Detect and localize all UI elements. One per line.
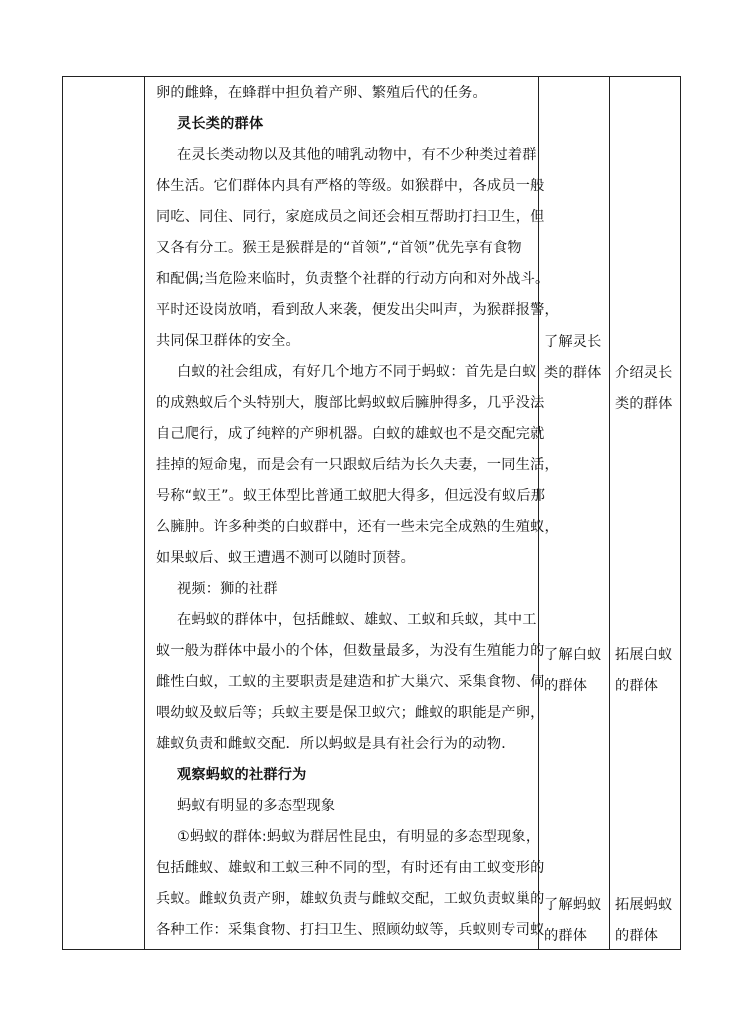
content-line: 兵蚁。雌蚁负责产卵，雄蚁负责与雌蚁交配，工蚁负责蚁巢的 (156, 891, 545, 907)
design-intent-line: 拓展白蚁 (615, 647, 673, 663)
student-activity-line: 了解白蚁 (544, 647, 602, 663)
student-activity-line: 类的群体 (544, 365, 602, 381)
content-line: 挂掉的短命鬼，而是会有一只跟蚁后结为长久夫妻，一同生活， (156, 457, 559, 473)
content-line: 体生活。它们群体内具有严格的等级。如猴群中，各成员一般 (156, 178, 545, 194)
student-activity-line: 了解蚂蚁 (544, 897, 602, 913)
content-line: 自己爬行，成了纯粹的产卵机器。白蚁的雄蚁也不是交配完就 (156, 426, 545, 442)
content-line: 蚂蚁有明显的多态型现象 (177, 798, 336, 814)
content-line: 的成熟蚁后个头特别大，腹部比蚂蚁蚁后臃肿得多，几乎没法 (156, 395, 545, 411)
content-line: 在灵长类动物以及其他的哺乳动物中，有不少种类过着群 (177, 147, 537, 163)
student-activity-line: 了解灵长 (544, 334, 602, 350)
column-divider (609, 77, 610, 949)
content-line: 平时还设岗放哨，看到敌人来袭，便发出尖叫声，为猴群报警， (156, 302, 559, 318)
content-line: 蚁一般为群体中最小的个体，但数量最多，为没有生殖能力的 (156, 643, 545, 659)
design-intent-line: 的群体 (615, 678, 659, 694)
design-intent-line: 类的群体 (615, 396, 673, 412)
content-line: 么臃肿。许多种类的白蚁群中，还有一些未完全成熟的生殖蚁， (156, 519, 559, 535)
content-line: 共同保卫群体的安全。 (156, 333, 300, 349)
content-line: 雄蚁负责和雌蚁交配．所以蚂蚁是具有社会行为的动物． (156, 736, 516, 752)
content-line: 同吃、同住、同行，家庭成员之间还会相互帮助打扫卫生，但 (156, 209, 545, 225)
content-line: 各种工作：采集食物、打扫卫生、照顾幼蚁等，兵蚁则专司蚁 (156, 922, 545, 938)
content-line: 和配偶;当危险来临时，负责整个社群的行动方向和对外战斗。 (156, 271, 550, 287)
content-line: 卵的雌蜂，在蜂群中担负着产卵、繁殖后代的任务。 (156, 85, 487, 101)
design-intent-line: 拓展蚂蚁 (615, 897, 673, 913)
content-line: 如果蚁后、蚁王遭遇不测可以随时顶替。 (156, 550, 415, 566)
content-line: 喂幼蚁及蚁后等；兵蚁主要是保卫蚁穴；雌蚁的职能是产卵， (156, 705, 545, 721)
content-line: 白蚁的社会组成，有好几个地方不同于蚂蚁：首先是白蚁 (177, 364, 537, 380)
lesson-table (62, 76, 681, 950)
student-activity-line: 的群体 (544, 928, 588, 944)
design-intent-line: 介绍灵长 (615, 365, 673, 381)
teaching-content (144, 77, 601, 949)
section-heading: 观察蚂蚁的社群行为 (177, 767, 307, 783)
content-line: 在蚂蚁的群体中，包括雌蚁、雄蚁、工蚁和兵蚁，其中工 (177, 612, 537, 628)
student-activity-line: 的群体 (544, 678, 588, 694)
content-line: 包括雌蚁、雄蚁和工蚁三种不同的型，有时还有由工蚁变形的 (156, 860, 545, 876)
design-intent-line: 的群体 (615, 928, 659, 944)
content-line: 号称“蚁王”。蚁王体型比普通工蚁肥大得多，但远没有蚁后那 (156, 488, 546, 504)
content-line: ①蚂蚁的群体:蚂蚁为群居性昆虫，有明显的多态型现象， (177, 829, 541, 845)
content-line: 雌性白蚁，工蚁的主要职责是建造和扩大巢穴、采集食物、伺 (156, 674, 545, 690)
section-heading: 灵长类的群体 (177, 116, 264, 132)
content-line: 又各有分工。猴王是猴群是的“首领”,“首领”优先享有食物 (156, 240, 522, 256)
content-line: 视频：狮的社群 (177, 581, 278, 597)
